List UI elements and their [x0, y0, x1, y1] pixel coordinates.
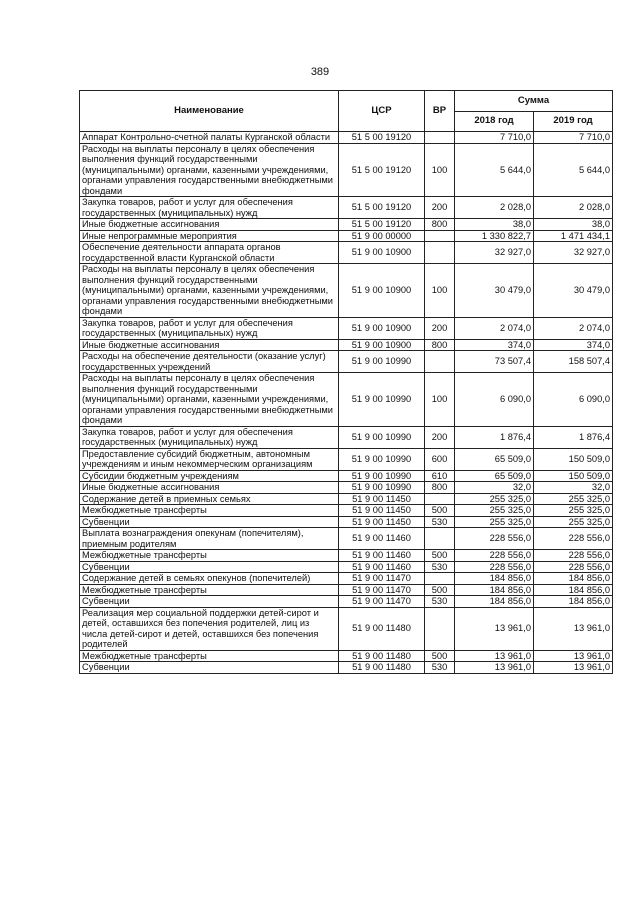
- table-row: [80, 143, 613, 197]
- header-2018: 2018 год: [455, 111, 534, 132]
- row-vr: 200: [425, 426, 455, 448]
- row-vr: 530: [425, 596, 455, 608]
- row-name: Субвенции: [80, 596, 339, 608]
- header-name: Наименование: [80, 91, 339, 132]
- row-csr: 51 9 00 10990: [339, 470, 425, 482]
- row-name: Межбюджетные трансферты: [80, 584, 339, 596]
- row-sum-2019: 32 927,0: [534, 242, 613, 264]
- row-csr: 51 9 00 10900: [339, 264, 425, 318]
- row-csr: 51 9 00 11480: [339, 607, 425, 650]
- row-sum-2018: 255 325,0: [455, 516, 534, 528]
- row-sum-2019: 1 471 434,1: [534, 230, 613, 242]
- row-name: Выплата вознаграждения опекунам (попечителям), приемным родителям: [80, 528, 339, 550]
- row-sum-2019: 2 028,0: [534, 197, 613, 219]
- row-sum-2018: 38,0: [455, 219, 534, 231]
- row-sum-2019: 184 856,0: [534, 573, 613, 585]
- row-name: Предоставление субсидий бюджетным, автономным учреждениям и иным некоммерческим организациям: [80, 448, 339, 470]
- row-vr: 500: [425, 550, 455, 562]
- row-vr: 500: [425, 650, 455, 662]
- row-sum-2018: 2 074,0: [455, 317, 534, 339]
- table-row: [80, 339, 613, 351]
- row-sum-2018: 7 710,0: [455, 132, 534, 144]
- header-csr: ЦСР: [339, 91, 425, 132]
- row-sum-2018: 30 479,0: [455, 264, 534, 318]
- row-csr: 51 9 00 11470: [339, 584, 425, 596]
- table-row: [80, 230, 613, 242]
- table-row: [80, 573, 613, 585]
- row-csr: 51 9 00 10990: [339, 482, 425, 494]
- row-sum-2019: 13 961,0: [534, 607, 613, 650]
- row-vr: 800: [425, 339, 455, 351]
- row-sum-2019: 158 507,4: [534, 351, 613, 373]
- table-row: [80, 561, 613, 573]
- row-sum-2018: 5 644,0: [455, 143, 534, 197]
- table-row: [80, 528, 613, 550]
- row-csr: 51 5 00 19120: [339, 143, 425, 197]
- table-row: [80, 607, 613, 650]
- row-csr: 51 9 00 11460: [339, 528, 425, 550]
- row-sum-2019: 255 325,0: [534, 505, 613, 517]
- header-2019: 2019 год: [534, 111, 613, 132]
- row-sum-2019: 255 325,0: [534, 493, 613, 505]
- table-row: [80, 197, 613, 219]
- row-sum-2018: 255 325,0: [455, 505, 534, 517]
- row-csr: 51 9 00 10900: [339, 339, 425, 351]
- row-name: Субвенции: [80, 662, 339, 674]
- row-sum-2018: 65 509,0: [455, 470, 534, 482]
- row-sum-2019: 30 479,0: [534, 264, 613, 318]
- row-vr: [425, 528, 455, 550]
- row-sum-2019: 5 644,0: [534, 143, 613, 197]
- row-csr: 51 9 00 11470: [339, 596, 425, 608]
- row-sum-2018: 184 856,0: [455, 596, 534, 608]
- row-sum-2019: 6 090,0: [534, 373, 613, 427]
- row-sum-2018: 228 556,0: [455, 528, 534, 550]
- row-vr: 610: [425, 470, 455, 482]
- row-sum-2018: 184 856,0: [455, 573, 534, 585]
- row-sum-2019: 2 074,0: [534, 317, 613, 339]
- table-row: [80, 264, 613, 318]
- row-vr: [425, 230, 455, 242]
- row-vr: 530: [425, 561, 455, 573]
- row-vr: 200: [425, 317, 455, 339]
- row-sum-2019: 7 710,0: [534, 132, 613, 144]
- row-vr: 600: [425, 448, 455, 470]
- row-name: Субвенции: [80, 561, 339, 573]
- row-name: Иные бюджетные ассигнования: [80, 339, 339, 351]
- table-row: [80, 351, 613, 373]
- table-row: [80, 584, 613, 596]
- row-csr: 51 9 00 11450: [339, 493, 425, 505]
- row-sum-2019: 38,0: [534, 219, 613, 231]
- row-vr: [425, 493, 455, 505]
- row-csr: 51 5 00 19120: [339, 132, 425, 144]
- table-row: [80, 219, 613, 231]
- table-row: [80, 373, 613, 427]
- table-row: [80, 132, 613, 144]
- table-row: [80, 470, 613, 482]
- row-name: Иные бюджетные ассигнования: [80, 219, 339, 231]
- row-sum-2018: 184 856,0: [455, 584, 534, 596]
- row-csr: 51 9 00 00000: [339, 230, 425, 242]
- row-sum-2018: 13 961,0: [455, 607, 534, 650]
- table-row: [80, 596, 613, 608]
- row-vr: 500: [425, 505, 455, 517]
- row-vr: [425, 573, 455, 585]
- row-csr: 51 5 00 19120: [339, 197, 425, 219]
- row-name: Закупка товаров, работ и услуг для обеспечения государственных (муниципальных) нужд: [80, 317, 339, 339]
- table-row: [80, 426, 613, 448]
- row-sum-2018: 1 876,4: [455, 426, 534, 448]
- row-sum-2019: 150 509,0: [534, 470, 613, 482]
- row-sum-2018: 2 028,0: [455, 197, 534, 219]
- table-row: [80, 650, 613, 662]
- row-csr: 51 9 00 10990: [339, 351, 425, 373]
- row-sum-2018: 73 507,4: [455, 351, 534, 373]
- table-row: [80, 317, 613, 339]
- row-sum-2019: 32,0: [534, 482, 613, 494]
- row-sum-2018: 32 927,0: [455, 242, 534, 264]
- row-csr: 51 9 00 10990: [339, 373, 425, 427]
- row-sum-2019: 13 961,0: [534, 650, 613, 662]
- row-sum-2018: 6 090,0: [455, 373, 534, 427]
- row-sum-2019: 184 856,0: [534, 596, 613, 608]
- row-sum-2019: 228 556,0: [534, 528, 613, 550]
- row-sum-2018: 13 961,0: [455, 650, 534, 662]
- row-vr: [425, 351, 455, 373]
- table-row: [80, 505, 613, 517]
- row-csr: 51 9 00 11450: [339, 505, 425, 517]
- row-name: Межбюджетные трансферты: [80, 505, 339, 517]
- table-row: [80, 482, 613, 494]
- row-sum-2019: 255 325,0: [534, 516, 613, 528]
- row-vr: [425, 132, 455, 144]
- table-row: [80, 516, 613, 528]
- header-vr: ВР: [425, 91, 455, 132]
- row-csr: 51 9 00 10990: [339, 426, 425, 448]
- table-row: [80, 550, 613, 562]
- row-csr: 51 9 00 11450: [339, 516, 425, 528]
- table-row: [80, 662, 613, 674]
- table-row: [80, 493, 613, 505]
- row-name: Закупка товаров, работ и услуг для обеспечения государственных (муниципальных) нужд: [80, 197, 339, 219]
- row-sum-2019: 1 876,4: [534, 426, 613, 448]
- row-name: Содержание детей в приемных семьях: [80, 493, 339, 505]
- table-row: [80, 448, 613, 470]
- row-vr: 200: [425, 197, 455, 219]
- row-sum-2019: 184 856,0: [534, 584, 613, 596]
- row-sum-2019: 228 556,0: [534, 561, 613, 573]
- row-csr: 51 9 00 11460: [339, 550, 425, 562]
- row-sum-2018: 1 330 822,7: [455, 230, 534, 242]
- row-sum-2019: 374,0: [534, 339, 613, 351]
- row-name: Межбюджетные трансферты: [80, 550, 339, 562]
- page-number: 389: [310, 66, 330, 78]
- row-name: Межбюджетные трансферты: [80, 650, 339, 662]
- row-name: Расходы на обеспечение деятельности (оказание услуг) государственных учреждений: [80, 351, 339, 373]
- header-sum: Сумма: [455, 91, 613, 112]
- row-csr: 51 9 00 11480: [339, 662, 425, 674]
- row-sum-2018: 228 556,0: [455, 561, 534, 573]
- row-sum-2018: 32,0: [455, 482, 534, 494]
- row-vr: 800: [425, 482, 455, 494]
- row-vr: [425, 607, 455, 650]
- row-name: Реализация мер социальной поддержки детей-сирот и детей, оставшихся без попечения родителей, лиц из числа детей-сирот и детей, оставшихся без попечения родителей: [80, 607, 339, 650]
- row-sum-2018: 65 509,0: [455, 448, 534, 470]
- row-name: Субсидии бюджетным учреждениям: [80, 470, 339, 482]
- row-name: Закупка товаров, работ и услуг для обеспечения государственных (муниципальных) нужд: [80, 426, 339, 448]
- row-csr: 51 9 00 10990: [339, 448, 425, 470]
- row-name: Содержание детей в семьях опекунов (попечителей): [80, 573, 339, 585]
- row-sum-2018: 228 556,0: [455, 550, 534, 562]
- row-vr: 100: [425, 143, 455, 197]
- row-csr: 51 9 00 10900: [339, 242, 425, 264]
- row-name: Субвенции: [80, 516, 339, 528]
- row-csr: 51 9 00 11460: [339, 561, 425, 573]
- row-csr: 51 5 00 19120: [339, 219, 425, 231]
- row-vr: 800: [425, 219, 455, 231]
- row-sum-2018: 374,0: [455, 339, 534, 351]
- table-row: [80, 242, 613, 264]
- row-vr: 530: [425, 516, 455, 528]
- budget-table: [79, 90, 613, 674]
- row-name: Расходы на выплаты персоналу в целях обеспечения выполнения функций государственными (муниципальными) органами, казенными учреждениями, органами управления государственными внебюджетными фондами: [80, 373, 339, 427]
- row-name: Расходы на выплаты персоналу в целях обеспечения выполнения функций государственными (муниципальными) органами, казенными учреждениями, органами управления государственными внебюджетными фондами: [80, 264, 339, 318]
- row-sum-2018: 255 325,0: [455, 493, 534, 505]
- row-sum-2019: 150 509,0: [534, 448, 613, 470]
- row-sum-2019: 228 556,0: [534, 550, 613, 562]
- row-vr: 100: [425, 264, 455, 318]
- row-csr: 51 9 00 10900: [339, 317, 425, 339]
- row-vr: [425, 242, 455, 264]
- row-sum-2018: 13 961,0: [455, 662, 534, 674]
- table-body: [80, 132, 613, 674]
- row-name: Иные непрограммные мероприятия: [80, 230, 339, 242]
- row-csr: 51 9 00 11470: [339, 573, 425, 585]
- row-csr: 51 9 00 11480: [339, 650, 425, 662]
- row-name: Аппарат Контрольно-счетной палаты Курганской области: [80, 132, 339, 144]
- row-name: Обеспечение деятельности аппарата органов государственной власти Курганской области: [80, 242, 339, 264]
- row-vr: 100: [425, 373, 455, 427]
- row-vr: 500: [425, 584, 455, 596]
- row-name: Расходы на выплаты персоналу в целях обеспечения выполнения функций государственными (муниципальными) органами, казенными учреждениями, органами управления государственными внебюджетными фондами: [80, 143, 339, 197]
- row-vr: 530: [425, 662, 455, 674]
- row-sum-2019: 13 961,0: [534, 662, 613, 674]
- row-name: Иные бюджетные ассигнования: [80, 482, 339, 494]
